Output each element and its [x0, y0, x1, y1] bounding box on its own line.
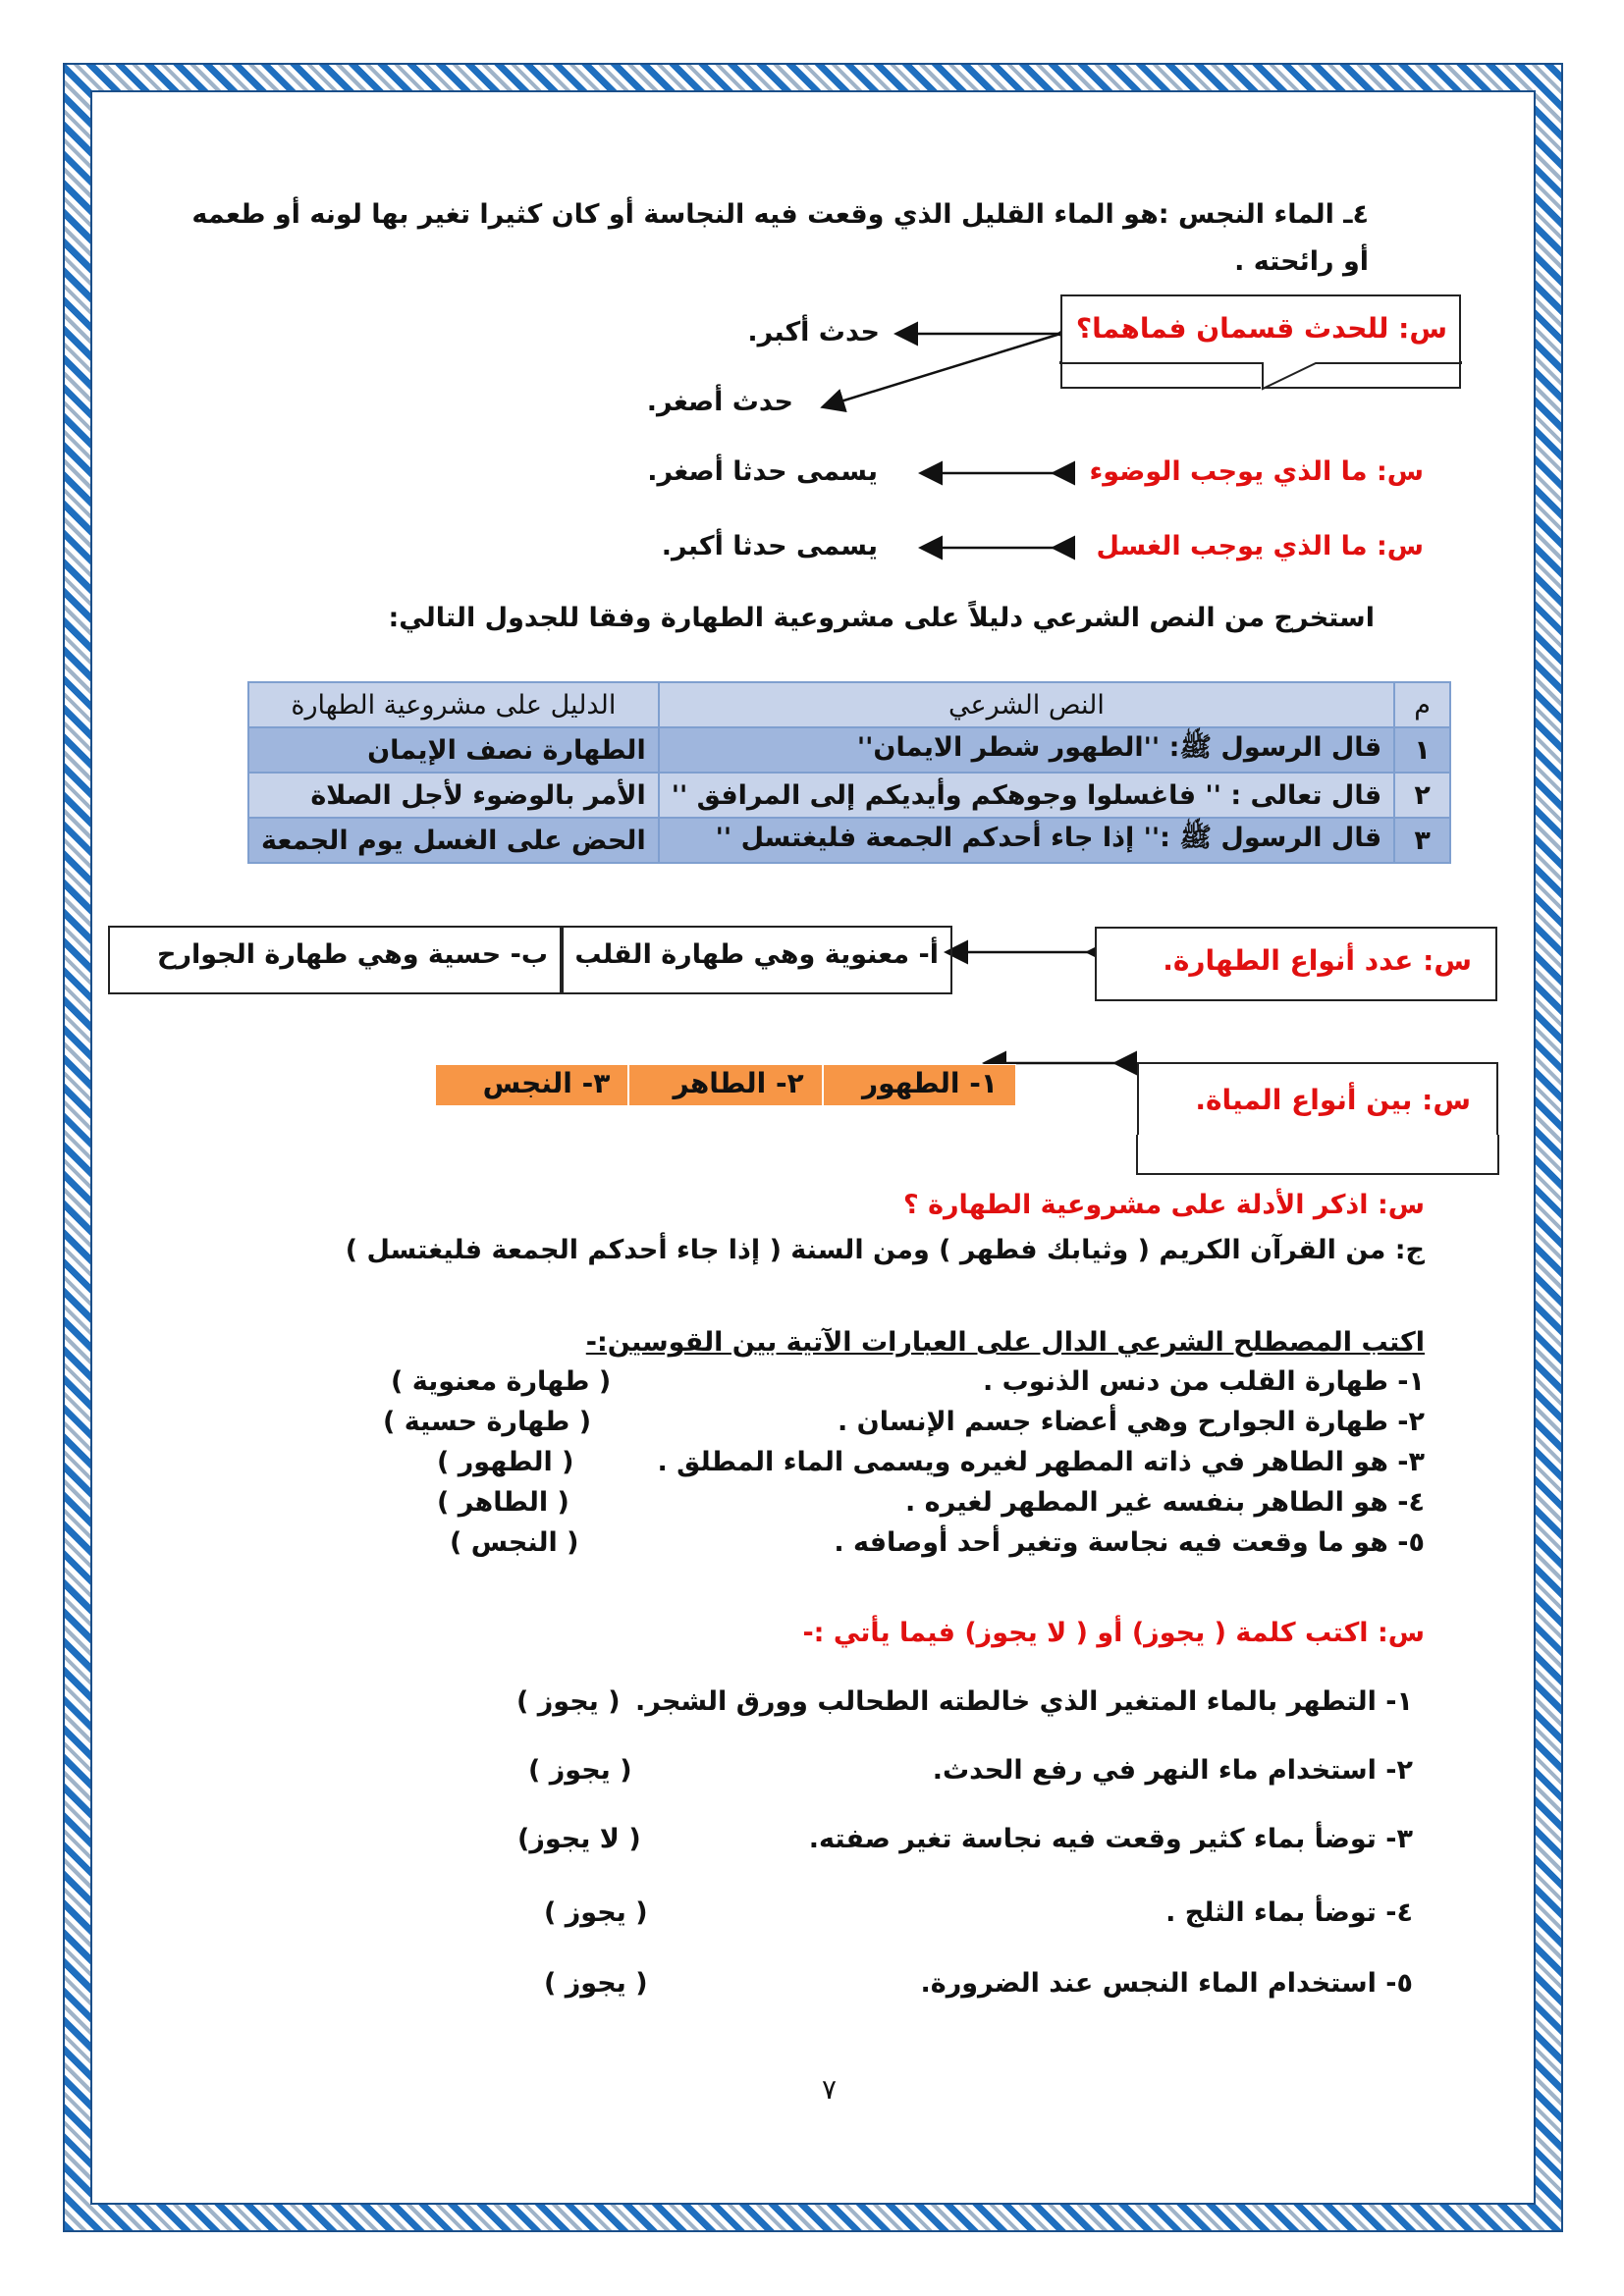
hadath-question: س: للحدث قسمان فماهما؟: [1075, 312, 1447, 345]
header-evidence: الدليل على مشروعية الطهارة: [248, 682, 659, 727]
water-question: س: بين أنواع المياة.: [1195, 1084, 1471, 1116]
perm-text-5: ٥- استخدام الماء النجس عند الضرورة.: [920, 1968, 1413, 1999]
table-row: [248, 727, 1450, 773]
term-text-1: ١- طهارة القلب من دنس الذنوب .: [982, 1366, 1425, 1397]
term-text-4: ٤- هو الطاهر بنفسه غير المطهر لغيره .: [905, 1487, 1425, 1518]
water-type-1: ١- الطهور: [823, 1064, 1016, 1106]
evidence-table: [247, 681, 1451, 864]
hadath-major: حدث أكبر.: [747, 317, 880, 347]
ghusl-answer: يسمى حدثا أكبر.: [661, 531, 878, 561]
row-text: قال الرسول ﷺ: ''الطهور شطر الايمان'': [659, 727, 1394, 773]
row-evidence: الطهارة نصف الإيمان: [248, 727, 659, 773]
wudu-answer: يسمى حدثا أصغر.: [647, 456, 878, 487]
perm-answer-2: ( يجوز ): [528, 1755, 632, 1786]
row-evidence: الأمر بالوضوء لأجل الصلاة: [248, 773, 659, 818]
row-index: ٢: [1394, 773, 1450, 818]
purity-question: س: عدد أنواع الطهارة.: [1163, 944, 1472, 977]
terms-title: اكتب المصطلح الشرعي الدال على العبارات الآتية بين القوسين:-: [585, 1327, 1425, 1358]
term-text-5: ٥- هو ما وقعت فيه نجاسة وتغير أحد أوصافه .: [834, 1527, 1425, 1558]
water-types-row: [435, 1064, 1016, 1106]
perm-text-4: ٤- توضأ بماء الثلج .: [1165, 1897, 1413, 1928]
perm-text-1: ١- التطهر بالماء المتغير الذي خالطته الطحالب وورق الشجر.: [634, 1686, 1413, 1717]
water-type-3: ٣- النجس: [435, 1064, 628, 1106]
table-row: [248, 773, 1450, 818]
table-header-row: [248, 682, 1450, 727]
term-answer-1: ( طهارة معنوية ): [391, 1366, 612, 1397]
permissible-question: س: اكتب كلمة ( يجوز) أو ( لا يجوز) فيما يأتي :-: [802, 1618, 1425, 1648]
header-text: النص الشرعي: [659, 682, 1394, 727]
evidence-question: س: اذكر الأدلة على مشروعية الطهارة ؟: [903, 1190, 1425, 1220]
perm-text-2: ٢- استخدام ماء النهر في رفع الحدث.: [932, 1755, 1413, 1786]
purity-type-a: أ- معنوية وهي طهارة القلب: [562, 926, 952, 994]
table-row: [248, 818, 1450, 863]
hadath-box-notch: [1058, 361, 1463, 393]
term-text-3: ٣- هو الطاهر في ذاته المطهر لغيره ويسمى الماء المطلق .: [657, 1447, 1425, 1477]
wudu-question: س: ما الذي يوجب الوضوء: [1089, 456, 1424, 487]
ghusl-question: س: ما الذي يوجب الغسل: [1096, 531, 1424, 561]
term-answer-2: ( طهارة حسية ): [383, 1407, 592, 1437]
header-index: م: [1394, 682, 1450, 727]
purity-types-row: [108, 926, 952, 994]
perm-answer-3: ( لا يجوز): [517, 1824, 641, 1854]
intro-line-1: ٤ـ الماء النجس :هو الماء القليل الذي وقعت فيه النجاسة أو كان كثيرا تغير بها لونه أو طعمه: [191, 199, 1369, 230]
row-index: ٣: [1394, 818, 1450, 863]
water-box-notch: [1135, 1135, 1500, 1184]
term-text-2: ٢- طهارة الجوارح وهي أعضاء جسم الإنسان .: [838, 1407, 1425, 1437]
perm-answer-1: ( يجوز ): [516, 1686, 621, 1717]
perm-answer-4: ( يجوز ): [544, 1897, 648, 1928]
term-answer-4: ( الطاهر ): [437, 1487, 569, 1518]
intro-line-2: أو رائحته .: [1234, 246, 1369, 277]
term-answer-3: ( الطهور ): [437, 1447, 574, 1477]
row-text: قال تعالى : '' فاغسلوا وجوهكم وأيديكم إلى المرافق '': [659, 773, 1394, 818]
row-index: ١: [1394, 727, 1450, 773]
purity-type-b: ب- حسية وهي طهارة الجوارح: [108, 926, 562, 994]
evidence-answer: ج: من القرآن الكريم ( وثيابك فطهر ) ومن السنة ( إذا جاء أحدكم الجمعة فليغتسل ): [345, 1235, 1425, 1265]
perm-text-3: ٣- توضأ بماء كثير وقعت فيه نجاسة تغير صفته.: [808, 1824, 1413, 1854]
row-evidence: الحض على الغسل يوم الجمعة: [248, 818, 659, 863]
hadath-minor: حدث أصغر.: [646, 387, 793, 417]
table-instruction: استخرج من النص الشرعي دليلاً على مشروعية الطهارة وفقا للجدول التالي:: [388, 603, 1375, 633]
row-text: قال الرسول ﷺ :'' إذا جاء أحدكم الجمعة فليغتسل '': [659, 818, 1394, 863]
term-answer-5: ( النجس ): [450, 1527, 579, 1558]
water-type-2: ٢- الطاهر: [628, 1064, 822, 1106]
page-number: ٧: [822, 2073, 838, 2106]
perm-answer-5: ( يجوز ): [544, 1968, 648, 1999]
